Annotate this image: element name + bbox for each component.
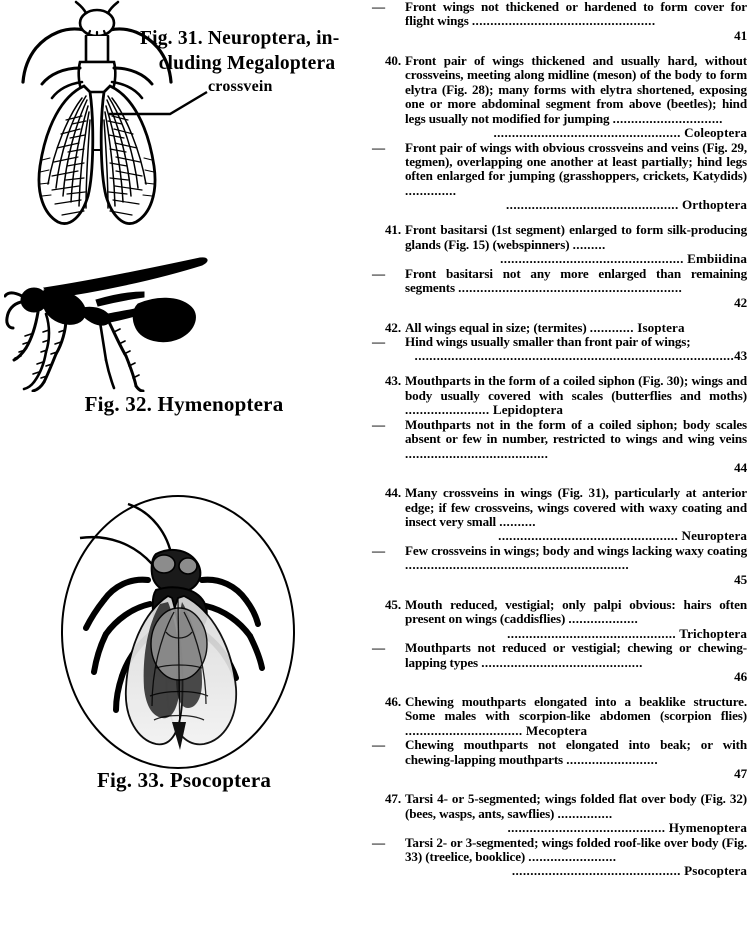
next-couplet-number: 41 [734,27,747,43]
figure-plate-column [0,0,368,942]
key-lead-alternate [370,335,747,364]
lead-text: Chewing mouthparts not elongated into beak; or with chewing-lapping mouthparts ......................... [405,737,747,767]
fig33-illustration [56,492,314,770]
key-lead-primary [370,223,747,266]
key-lead-alternate [370,418,747,476]
leader-dots: .............. [405,182,457,198]
lead-marker: 42. [384,319,401,335]
taxon-name: Hymenoptera [665,820,747,836]
taxon-name: Psocoptera [680,863,747,879]
couplet [370,0,747,43]
key-lead-alternate [370,544,747,587]
leader-dots: ............... [557,805,613,821]
couplet [370,792,747,879]
taxon-name: Trichoptera [676,625,747,641]
next-couplet-number: 45 [734,571,747,587]
key-lead-primary [370,486,747,544]
fig32-caption: Fig. 32. Hymenoptera [84,392,284,416]
key-lead-alternate [370,0,747,43]
lead-tail [405,461,747,475]
lead-tail [405,670,747,684]
lead-marker: — [372,139,385,155]
lead-marker: 43. [384,373,401,389]
next-couplet-number: 42 [734,294,747,310]
taxon-name: Coleoptera [680,125,747,141]
taxon-name: Lepidoptera [489,402,564,418]
lead-tail [405,864,747,878]
crossvein-leader-line [108,88,208,116]
key-lead-primary [370,598,747,641]
leader-dots: .................................................. [500,251,684,267]
fig31-caption-line2: cluding Megaloptera [158,53,336,74]
lead-text: Front basitarsi not any more enlarged than remaining segments ............................................................. [405,265,747,296]
lead-tail [405,821,747,835]
fig31-caption-line1: Fig. 31. Neuroptera, in- [140,28,340,49]
leader-dots: ................................ [405,722,523,738]
fig33-caption: Fig. 33. Psocoptera [96,768,272,792]
next-couplet-number: 43 [734,348,747,364]
lead-marker: — [372,542,385,558]
couplet [370,486,747,587]
leader-dots: ................... [568,611,639,627]
taxon-name: Orthoptera [678,197,747,213]
key-lead-alternate [370,836,747,879]
lead-text: Mouthparts not reduced or vestigial; chewing or chewing-lapping types ............................................ [405,640,747,670]
taxon-name: Isoptera [633,319,685,335]
leader-dots: ............................................................. [458,280,683,296]
lead-marker: 47. [384,791,401,807]
lead-text: Few crossveins in wings; body and wings lacking waxy coating ............................................................. [405,542,747,573]
lead-marker: 46. [384,693,401,709]
lead-text: Chewing mouthparts elongated into a beaklike structure. Some males with scorpion-like abdomen (scorpion flies) ................................ Mecoptera [405,693,747,738]
leader-dots: ....................................................................................... [414,348,735,364]
leader-dots: ............................................... [505,197,679,213]
lead-tail [405,29,747,43]
lead-text: Front pair of wings thickened and usually hard, without crossveins, meeting along midline (meson) of the body to form elytra (Fig. 28); many forms with elytra shortened, exposing one or more abdominal segment from above (beetles); hind legs usually not modified for jumping .............................. [405,52,747,126]
lead-text: Front basitarsi (1st segment) enlarged to form silk-producing glands (Fig. 15) (webspinners) ......... [405,222,747,252]
couplet [370,223,747,310]
taxon-name: Embiidina [683,251,747,267]
next-couplet-number: 46 [734,669,747,685]
lead-text: Tarsi 2- or 3-segmented; wings folded roof-like over body (Fig. 33) (treelice, booklice) ........................ [405,834,747,865]
lead-tail [405,126,747,140]
leader-dots: .............................................. [507,625,677,641]
dichotomous-key-column [370,0,747,942]
lead-text: All wings equal in size; (termites) ............ Isoptera [405,319,685,335]
taxon-name: Neuroptera [678,528,747,544]
leader-dots: .................................................. [471,13,656,29]
leader-dots: ......................... [566,751,659,767]
lead-text: Hind wings usually smaller than front pair of wings; [405,334,691,350]
lead-marker: — [372,334,385,350]
key-lead-alternate [370,141,747,213]
lead-tail [405,767,747,781]
leader-dots: ............................................................. [405,557,630,573]
key-lead-primary [370,54,747,141]
couplet [370,695,747,782]
couplet [370,374,747,475]
leader-dots: ................................................... [493,125,681,141]
leader-dots: ................................................. [498,528,679,544]
lead-text: Many crossveins in wings (Fig. 31), particularly at anterior edge; if few crossveins, wings covered with waxy coating and insect very small .......... [405,485,747,529]
leader-dots: ....................... [405,402,490,418]
key-lead-alternate [370,641,747,684]
leader-dots: .............................................. [511,863,681,879]
lead-text: Mouth reduced, vestigial; only palpi obvious: hairs often present on wings (caddisflies) ................... [405,596,747,627]
lead-tail [405,349,747,363]
lead-marker: 44. [384,485,401,501]
lead-marker: 45. [384,596,401,612]
leader-dots: .......... [499,514,536,529]
lead-text: Mouthparts in the form of a coiled siphon (Fig. 30); wings and body usually covered with scales (butterflies and moths) ....................... Lepidoptera [405,373,747,418]
lead-marker: — [372,834,385,850]
lead-tail [405,252,747,266]
lead-tail [405,296,747,310]
leader-dots: ........................................... [507,820,666,836]
couplet [370,321,747,364]
fig31-caption [140,26,368,76]
leader-dots: ........................ [528,849,617,865]
lead-marker: 41. [384,222,401,238]
lead-tail [405,198,747,212]
leader-dots: ............ [589,319,634,335]
leader-dots: ......... [572,236,606,252]
lead-marker: — [372,416,385,432]
key-lead-primary [370,374,747,417]
next-couplet-number: 47 [734,766,747,782]
lead-marker: — [372,265,385,281]
lead-tail [405,529,747,543]
fig32-illustration [4,252,254,392]
couplet [370,598,747,685]
key-lead-primary [370,695,747,738]
lead-tail [405,573,747,587]
next-couplet-number: 44 [734,460,747,476]
leader-dots: .............................. [612,110,723,126]
key-lead-primary [370,321,747,335]
lead-text: Front pair of wings with obvious crossveins and veins (Fig. 29, tegmen), overlapping one another at least partially; hind legs often enlarged for jumping (grasshoppers, crickets, Katydids) .............. [405,139,747,198]
lead-text: Tarsi 4- or 5-segmented; wings folded flat over body (Fig. 32) (bees, wasps, ants, sawflies) ............... [405,791,747,821]
taxon-name: Mecoptera [522,722,588,738]
lead-tail [405,627,747,641]
lead-marker: — [372,0,385,14]
lead-marker: — [372,737,385,753]
lead-text: Front wings not thickened or hardened to form cover for flight wings .................................................. [405,0,747,29]
couplet [370,54,747,213]
key-lead-alternate [370,738,747,781]
leader-dots: ............................................ [481,654,643,670]
key-lead-alternate [370,267,747,310]
lead-marker: 40. [384,52,401,68]
key-lead-primary [370,792,747,835]
crossvein-annotation-label: crossvein [208,78,273,95]
lead-text: Mouthparts not in the form of a coiled siphon; body scales absent or few in number, restricted to wings and wing veins ....................................... [405,416,747,461]
lead-marker: — [372,640,385,656]
leader-dots: ....................................... [405,445,549,461]
